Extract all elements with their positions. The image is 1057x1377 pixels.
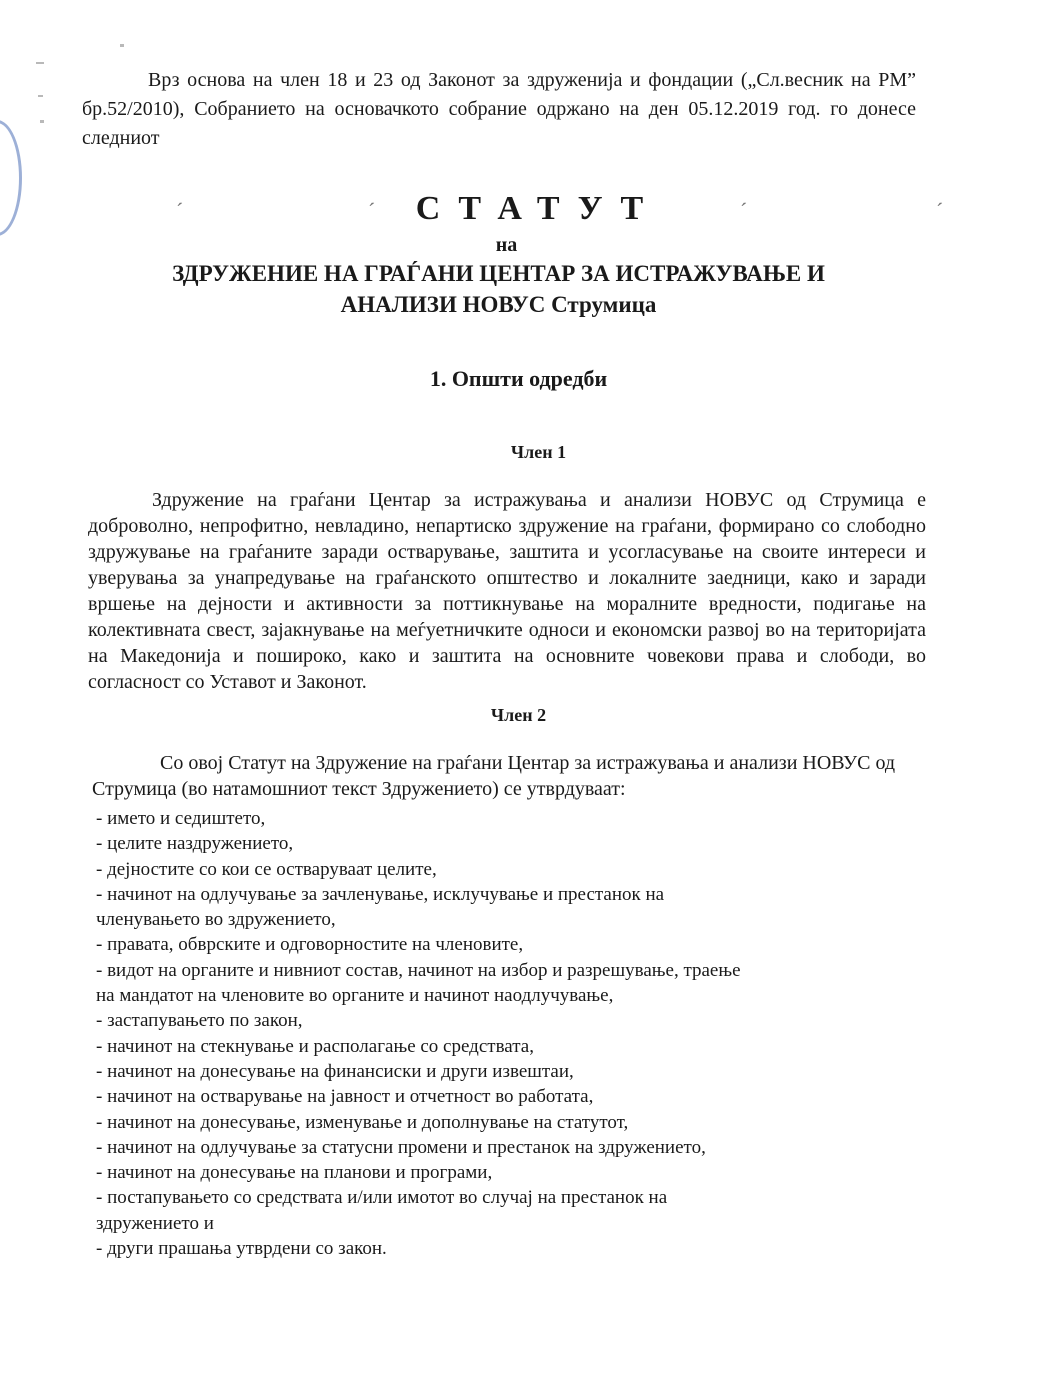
list-item: членувањето во здружението, [96, 909, 336, 931]
scan-speck [36, 62, 44, 64]
scan-mark: ˊ [176, 198, 184, 223]
intro-paragraph: Врз основа на член 18 и 23 од Законот за здруженија и фондации („Сл.весник на РМ” бр.52/2010), Собранието на основачкото собрание одржано на ден 05.12.2019 год. го донесе следниот [82, 69, 916, 149]
scan-mark: ˊ [740, 198, 748, 223]
article-2-list [96, 806, 916, 1261]
organization-name [0, 258, 1027, 320]
scan-speck [40, 120, 44, 123]
organization-name-line-2: АНАЛИЗИ НОВУС Струмица [340, 292, 657, 317]
list-item: - начинот на одлучување за зачленување, исклучување и престанок на [96, 883, 665, 905]
list-item: - начинот на донесување на планови и програми, [96, 1162, 493, 1184]
list-item: - други прашања утврдени со закон. [96, 1238, 387, 1260]
list-item: - името и седиштето, [96, 808, 266, 829]
list-item: - постапувањето со средствата и/или имотот во случај на престанок на [96, 1187, 668, 1209]
article-1-heading: Член 1 [510, 442, 567, 462]
article-2-heading: Член 2 [490, 705, 547, 725]
section-heading: 1. Општи одредби [429, 366, 608, 391]
list-item: - начинот на стекнување и располагање со средствата, [96, 1035, 534, 1057]
list-item: - видот на органите и нивниот состав, начинот на избор и разрешување, траење [96, 959, 741, 981]
list-item: - дејностите со кои се остваруваат целите, [96, 858, 437, 880]
list-item: - начинот на донесување на финансиски и други извештаи, [96, 1060, 574, 1082]
list-item: здружението и [96, 1212, 214, 1234]
scan-mark: ˊ [368, 198, 376, 223]
list-item: - правата, обврските и одговорностите на членовите, [96, 934, 524, 956]
list-item: - начинот на донесување, изменување и дополнување на статутот, [96, 1111, 629, 1133]
organization-name-line-1: ЗДРУЖЕНИЕ НА ГРАЃАНИ ЦЕНТАР ЗА ИСТРАЖУВАЊЕ И [172, 261, 825, 286]
list-item: - целите наздружението, [96, 833, 294, 855]
list-item: - начинот на одлучување за статусни промени и престанок на здружението, [96, 1136, 706, 1158]
article-2-intro: Со овој Статут на Здружение на граѓани Центар за истражувања и анализи НОВУС од Струмица (во натамошниот текст Здружението) се утврдуваат: [92, 752, 896, 800]
scan-speck [120, 44, 124, 47]
article-1-text: Здружение на граѓани Центар за истражувања и анализи НОВУС од Струмица е доброволно, непрофитно, невладино, непартиско здружение на граѓани, формирано со слободно здружување на граѓаните заради остварување, заштита и усогласување на своите интереси и уверувања за унапредување на граѓанското општество и локалните заедници, како и заради вршење на дејности и активности за поттикнување на моралните вредности, подигање на колективната свест, зајакнување на меѓуетничките односи и економски развој во на територијата на Македонија и пошироко, како и заштита на основните човекови права и слободи, во согласност со Уставот и Законот. [88, 489, 926, 693]
list-item: - застапувањето по закон, [96, 1010, 303, 1032]
title-preposition: на [495, 234, 518, 256]
scan-speck [38, 95, 43, 97]
document-title: СТАТУТ [415, 190, 662, 227]
list-item: на мандатот на членовите во органите и начинот наодлучување, [96, 985, 614, 1007]
list-item: - начинот на остварување на јавност и отчетност во работата, [96, 1086, 594, 1108]
scan-mark: ˊ [936, 198, 944, 223]
